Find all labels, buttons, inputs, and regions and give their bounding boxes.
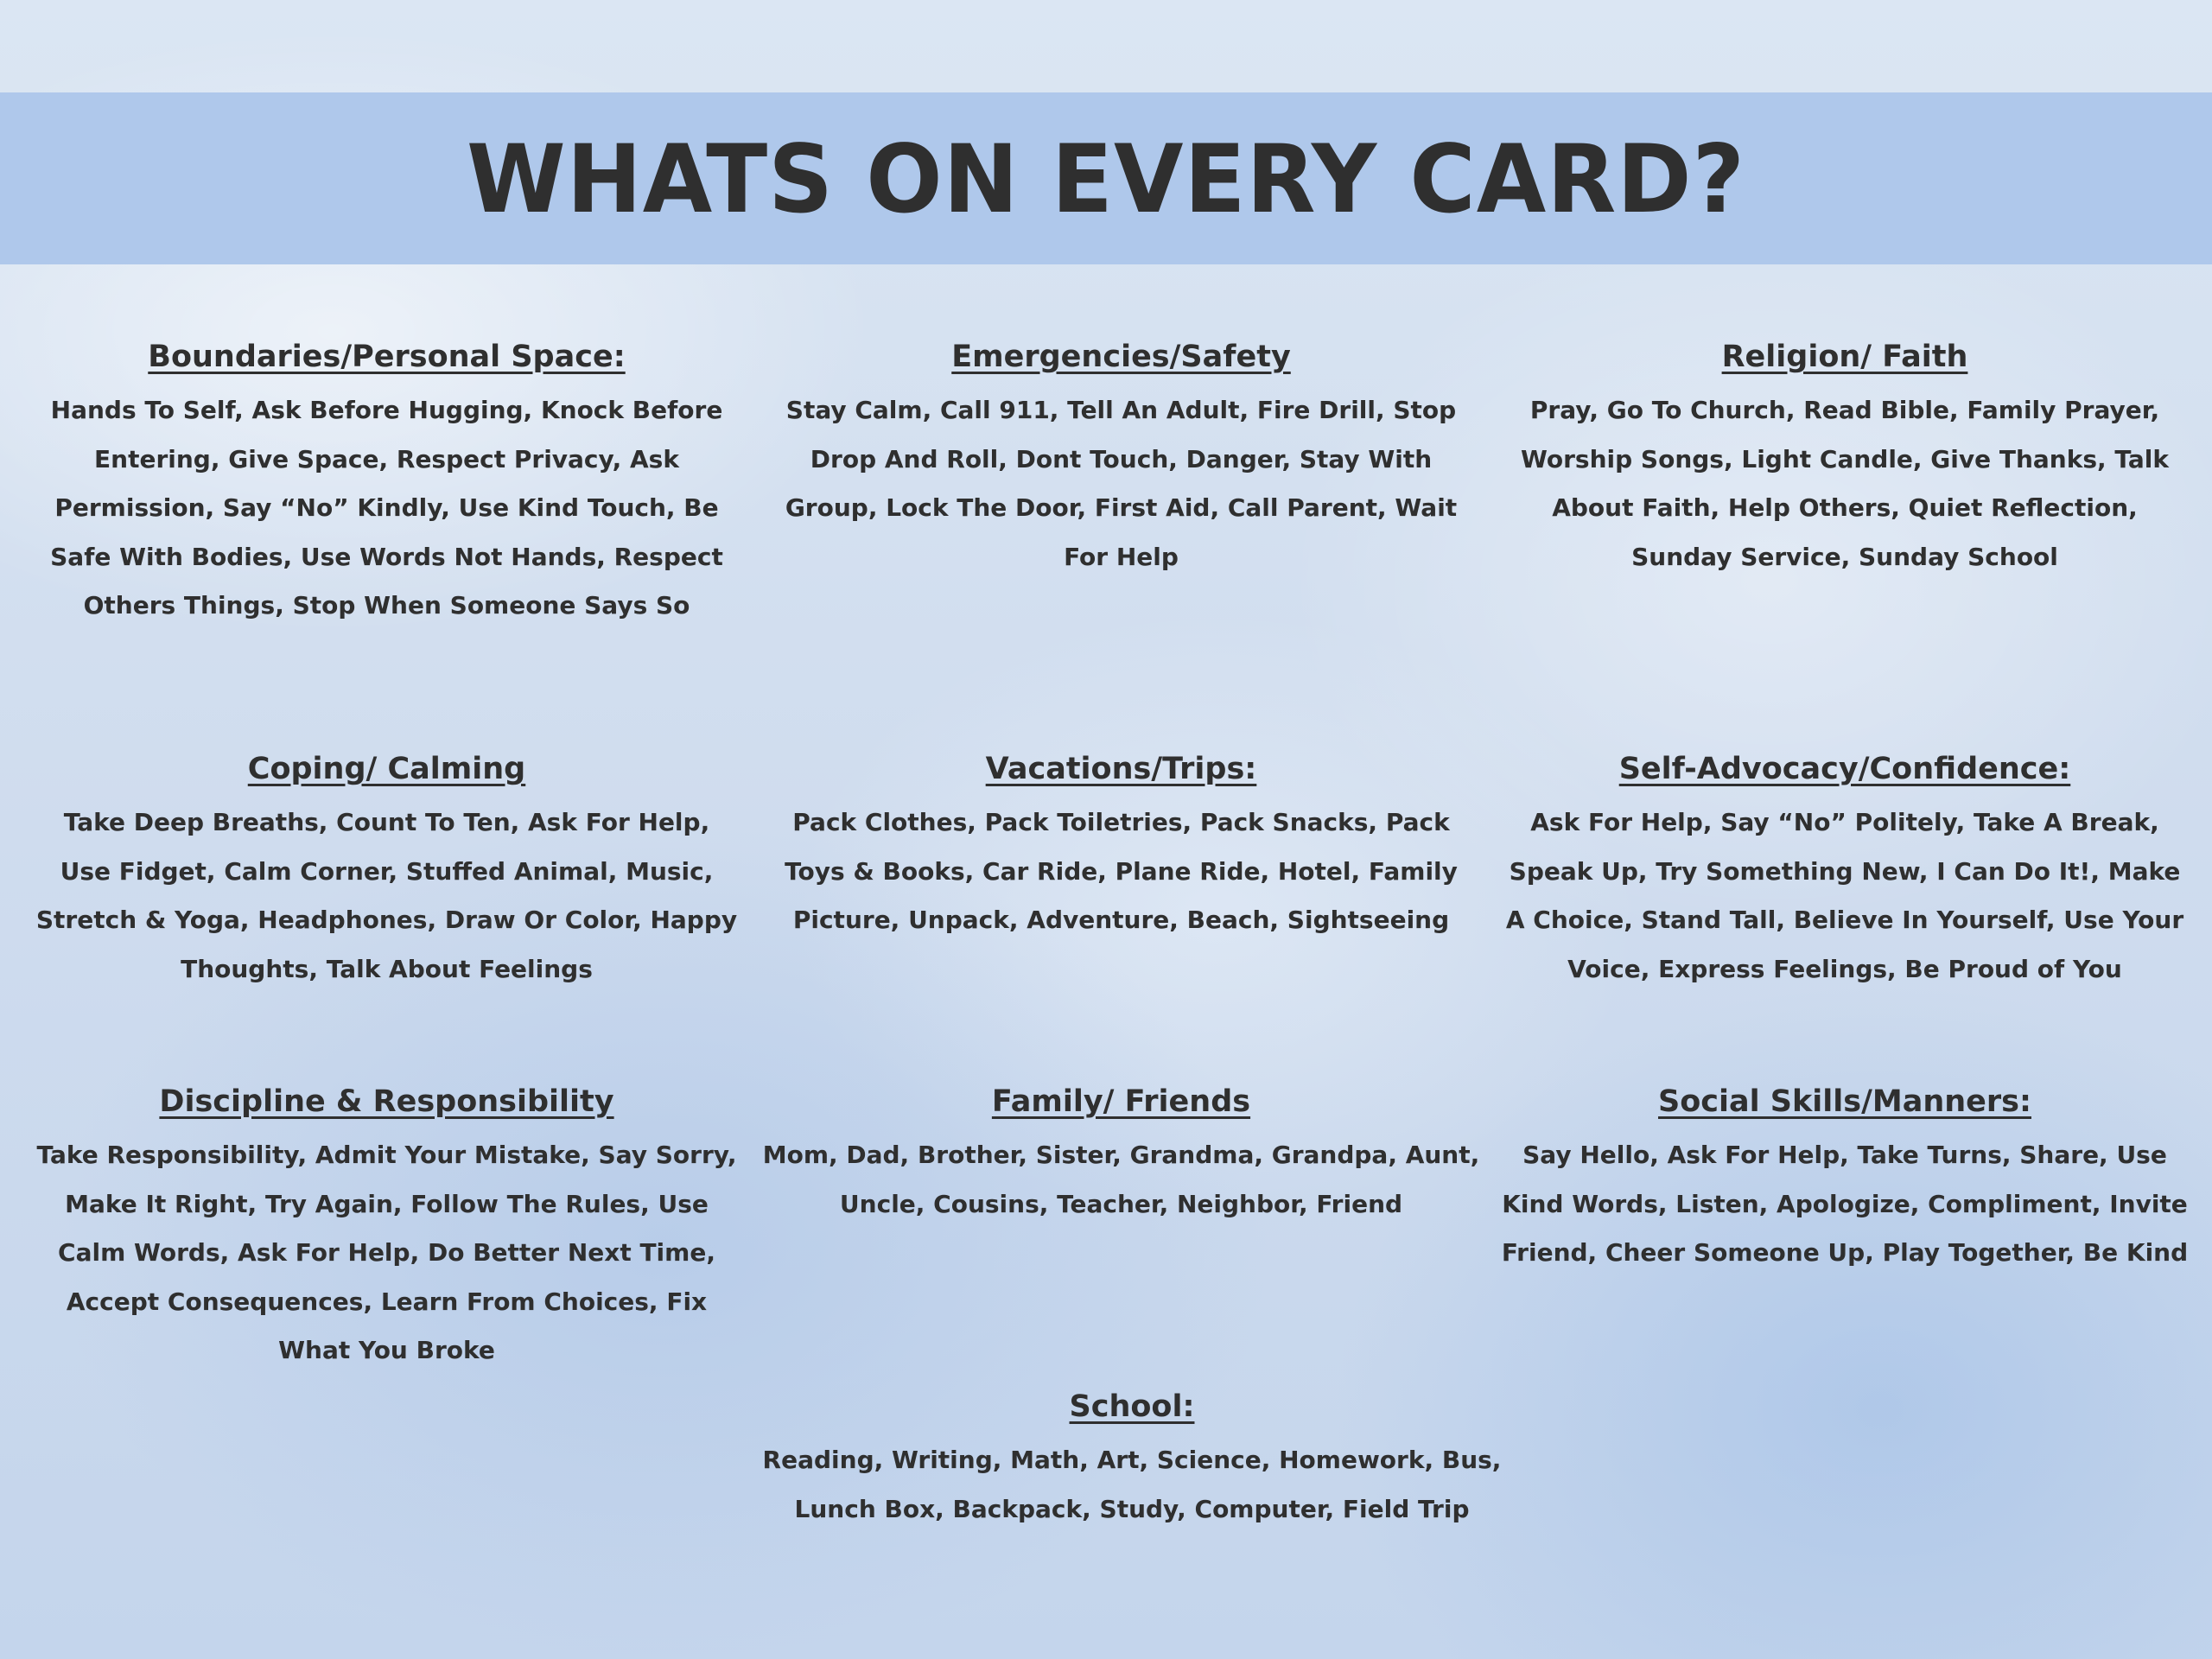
section-school — [760, 1382, 1503, 1534]
section-text: Say Hello, Ask For Help, Take Turns, Share, Use Kind Words, Listen, Apologize, Compliment, Invite Friend, Cheer Someone Up, Play Together, Be Kind — [1501, 1141, 2189, 1267]
section-text: Hands To Self, Ask Before Hugging, Knock Before Entering, Give Space, Respect Privacy, Ask Permission, Say “No” Kindly, Use Kind Touch, Be Safe With Bodies, Use Words Not Hands, Respect Others Things, Stop When Someone Says So — [50, 396, 723, 620]
section-social-skills — [1499, 1077, 2190, 1278]
section-heading: Self-Advocacy/Confidence: — [1618, 752, 2071, 786]
section-heading: Emergencies/Safety — [951, 340, 1291, 374]
section-heading: Family/ Friends — [991, 1084, 1251, 1119]
section-heading: School: — [1069, 1389, 1195, 1424]
section-religion — [1499, 333, 2190, 582]
section-vacations — [760, 745, 1482, 945]
title-banner — [0, 92, 2212, 264]
section-coping — [35, 745, 739, 994]
section-text: Pack Clothes, Pack Toiletries, Pack Snacks, Pack Toys & Books, Car Ride, Plane Ride, Hotel, Family Picture, Unpack, Adventure, Beach, Sightseeing — [785, 808, 1458, 934]
section-text: Ask For Help, Say “No” Politely, Take A Break, Speak Up, Try Something New, I Can Do It!, Make A Choice, Stand Tall, Believe In Yourself, Use Your Voice, Express Feelings, Be Proud of You — [1505, 808, 2184, 983]
section-family — [760, 1077, 1482, 1229]
section-heading: Discipline & Responsibility — [159, 1084, 614, 1119]
section-text: Pray, Go To Church, Read Bible, Family Prayer, Worship Songs, Light Candle, Give Thanks, Talk About Faith, Help Others, Quiet Reflection, Sunday Service, Sunday School — [1521, 396, 2169, 571]
section-heading: Boundaries/Personal Space: — [148, 340, 626, 374]
section-text: Mom, Dad, Brother, Sister, Grandma, Grandpa, Aunt, Uncle, Cousins, Teacher, Neighbor, Friend — [762, 1141, 1480, 1218]
section-boundaries — [35, 333, 739, 631]
section-heading: Social Skills/Manners: — [1658, 1084, 2031, 1119]
section-text: Take Responsibility, Admit Your Mistake, Say Sorry, Make It Right, Try Again, Follow The Rules, Use Calm Words, Ask For Help, Do Better Next Time, Accept Consequences, Learn From Choices, Fix What You Broke — [36, 1141, 737, 1364]
section-heading: Vacations/Trips: — [985, 752, 1257, 786]
section-heading: Coping/ Calming — [247, 752, 526, 786]
section-text: Take Deep Breaths, Count To Ten, Ask For Help, Use Fidget, Calm Corner, Stuffed Animal, Music, Stretch & Yoga, Headphones, Draw Or Color, Happy Thoughts, Talk About Feelings — [35, 808, 738, 983]
section-heading: Religion/ Faith — [1721, 340, 1968, 374]
section-discipline — [35, 1077, 739, 1376]
section-emergencies — [760, 333, 1482, 582]
page-title: WHATS ON EVERY CARD? — [467, 123, 1745, 234]
section-self-advocacy — [1499, 745, 2190, 994]
section-text: Reading, Writing, Math, Art, Science, Homework, Bus, Lunch Box, Backpack, Study, Computer, Field Trip — [762, 1446, 1502, 1523]
section-text: Stay Calm, Call 911, Tell An Adult, Fire Drill, Stop Drop And Roll, Dont Touch, Danger, Stay With Group, Lock The Door, First Aid, Call Parent, Wait For Help — [785, 396, 1458, 571]
